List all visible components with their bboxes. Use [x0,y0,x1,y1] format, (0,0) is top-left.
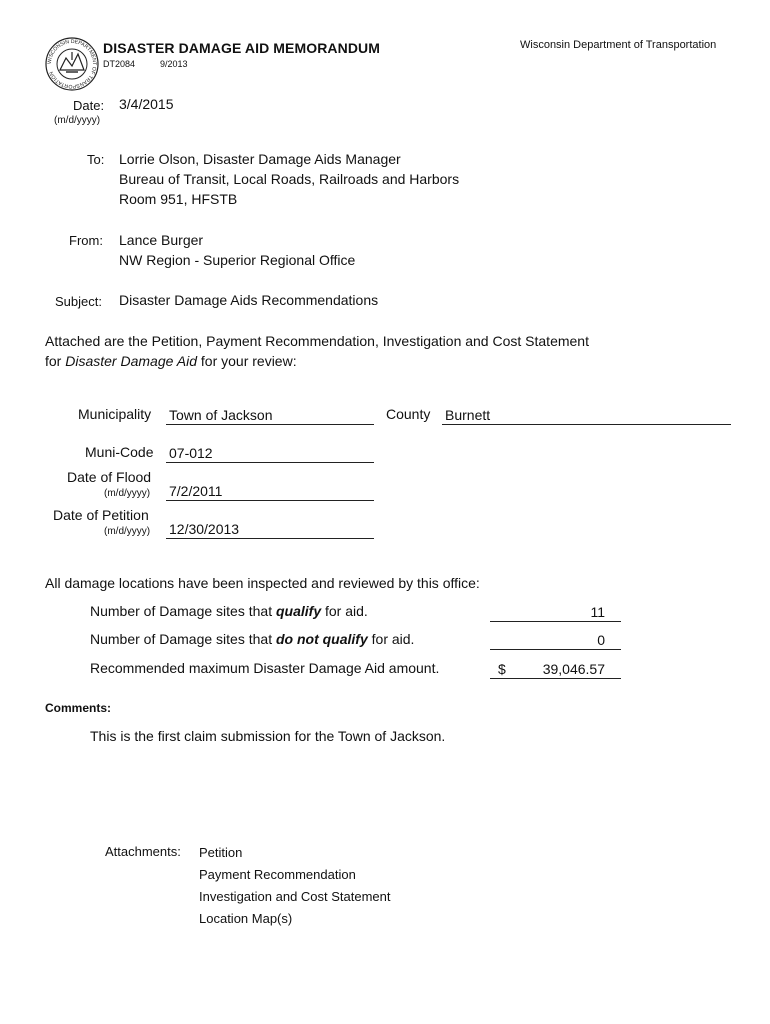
qualify-label [90,603,368,619]
qualify-count-field: 11 [490,604,621,622]
flood-date-field: 7/2/2011 [166,483,374,501]
from-line: Lance Burger [119,232,204,248]
intro-emphasis: Disaster Damage Aid [65,353,197,369]
attachments-label: Attachments: [105,844,181,859]
currency-symbol: $ [498,661,506,677]
not-qualify-prefix: Number of Damage sites that [90,631,276,647]
county-field: Burnett [442,407,731,425]
not-qualify-label [90,631,414,647]
comments-text: This is the first claim submission for the Town of Jackson. [90,728,446,744]
intro-prefix: for [45,353,66,369]
subject-value: Disaster Damage Aids Recommendations [119,292,379,308]
svg-text:WISCONSIN DEPARTMENT OF TRANSP: WISCONSIN DEPARTMENT OF TRANSPORTATION [46,38,98,90]
attachments-list [199,842,391,930]
muni-code-label: Muni-Code [85,444,154,460]
to-line: Bureau of Transit, Local Roads, Railroads and Harbors [119,171,460,187]
qualify-emphasis: qualify [275,603,322,619]
wisdot-seal-logo [44,36,100,92]
amount-value: 39,046.57 [542,661,605,677]
petition-date-format-hint: (m/d/yyyy) [104,526,151,537]
flood-date-label: Date of Flood [67,469,152,485]
form-title: DISASTER DAMAGE AID MEMORANDUM [103,40,381,56]
intro-line-1: Attached are the Petition, Payment Recommendation, Investigation and Cost Statement [45,333,589,349]
to-recipient [119,149,459,209]
intro-suffix: for your review: [197,353,297,369]
county-label: County [386,406,431,422]
comments-label: Comments: [45,701,112,715]
date-format-hint: (m/d/yyyy) [54,115,101,126]
form-revision-date: 9/2013 [160,59,188,69]
attachment-item: Location Map(s) [199,911,293,926]
attachment-item: Investigation and Cost Statement [199,889,391,904]
petition-date-label: Date of Petition [53,507,149,523]
inspection-statement: All damage locations have been inspected and reviewed by this office: [45,575,480,591]
agency-name: Wisconsin Department of Transportation [520,39,717,51]
qualify-prefix: Number of Damage sites that [90,603,276,619]
petition-date-field: 12/30/2013 [166,521,374,539]
flood-date-format-hint: (m/d/yyyy) [104,488,151,499]
subject-label: Subject: [55,294,102,309]
to-line: Lorrie Olson, Disaster Damage Aids Manager [119,151,401,167]
not-qualify-suffix: for aid. [367,631,415,647]
date-label: Date: [73,98,105,113]
from-sender [119,230,355,270]
intro-paragraph [45,331,589,371]
attachment-item: Petition [199,845,243,860]
not-qualify-count-field: 0 [490,632,621,650]
not-qualify-emphasis: do not qualify [275,631,368,647]
memo-date-value: 3/4/2015 [119,96,174,112]
municipality-field: Town of Jackson [166,407,374,425]
to-line: Room 951, HFSTB [119,191,238,207]
amount-label: Recommended maximum Disaster Damage Aid amount. [90,660,440,676]
amount-field [490,661,621,679]
municipality-label: Municipality [78,406,152,422]
muni-code-field: 07-012 [166,445,374,463]
qualify-suffix: for aid. [321,603,368,619]
attachment-item: Payment Recommendation [199,867,356,882]
to-label: To: [87,152,105,167]
intro-line-2 [45,351,589,371]
form-number: DT2084 [103,59,136,69]
from-label: From: [69,233,103,248]
from-line: NW Region - Superior Regional Office [119,252,356,268]
